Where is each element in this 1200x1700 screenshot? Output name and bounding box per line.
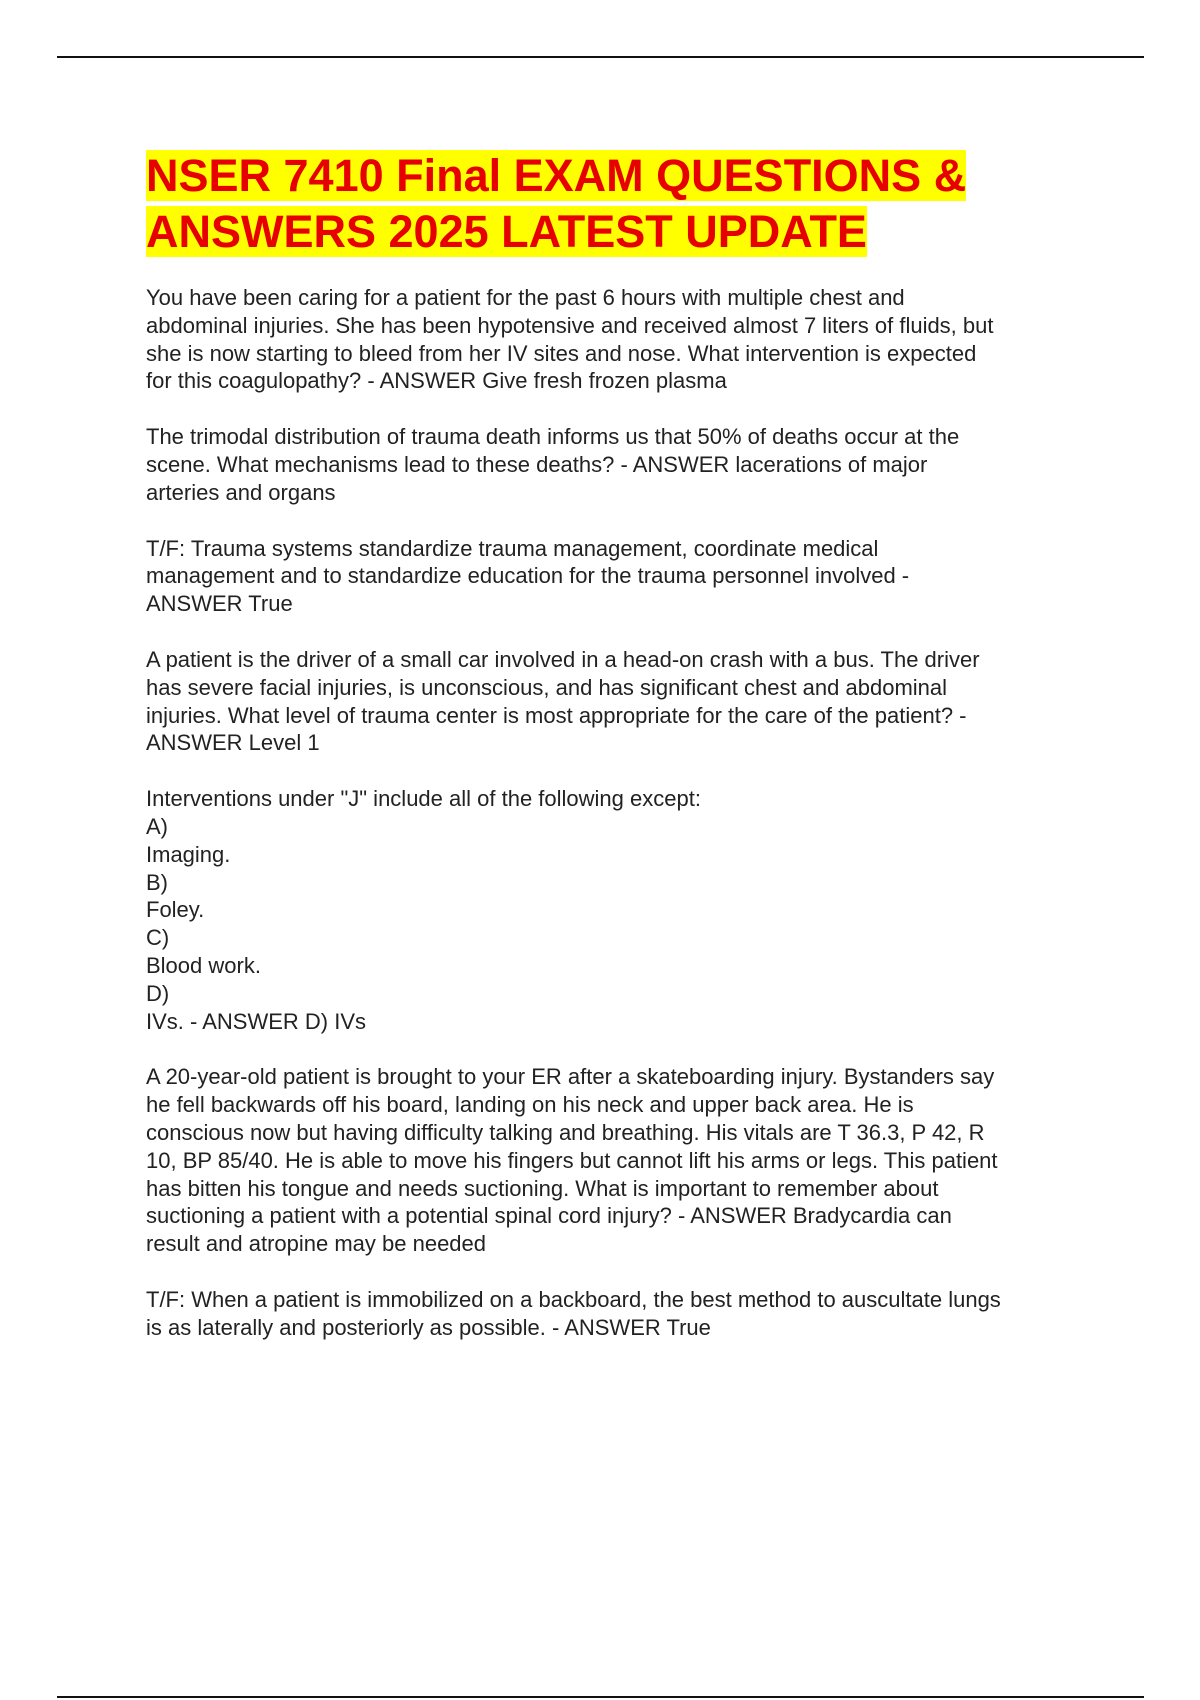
qa-line: A 20-year-old patient is brought to your ER after a skateboarding injury. Bystanders say: [146, 1064, 995, 1090]
qa-line: arteries and organs: [146, 479, 336, 505]
qa-list: [146, 284, 1096, 1342]
qa-line: scene. What mechanisms lead to these deaths? - ANSWER lacerations of major: [146, 451, 928, 477]
qa-line: management and to standardize education for the trauma personnel involved -: [146, 563, 910, 589]
qa-line: 10, BP 85/40. He is able to move his fingers but cannot lift his arms or legs. This patient: [146, 1147, 998, 1173]
qa-line: T/F: Trauma systems standardize trauma management, coordinate medical: [146, 535, 879, 561]
qa-line: Imaging.: [146, 841, 231, 867]
qa-line: ANSWER Level 1: [146, 730, 320, 756]
qa-item: [146, 1286, 1096, 1342]
qa-line: B): [146, 869, 168, 895]
qa-line: C): [146, 925, 170, 951]
document-body: [146, 148, 1096, 1370]
qa-line: is as laterally and posteriorly as possible. - ANSWER True: [146, 1314, 711, 1340]
title-line-1: NSER 7410 Final EXAM QUESTIONS &: [146, 150, 967, 201]
qa-line: Foley.: [146, 897, 205, 923]
qa-item: [146, 535, 1096, 618]
qa-line: Blood work.: [146, 952, 261, 978]
qa-line: suctioning a patient with a potential spinal cord injury? - ANSWER Bradycardia can: [146, 1203, 952, 1229]
qa-line: The trimodal distribution of trauma death informs us that 50% of deaths occur at the: [146, 424, 960, 450]
qa-item: [146, 646, 1096, 757]
qa-item: [146, 785, 1096, 1035]
qa-line: A patient is the driver of a small car involved in a head-on crash with a bus. The driver: [146, 646, 980, 672]
qa-line: ANSWER True: [146, 591, 293, 617]
qa-line: You have been caring for a patient for the past 6 hours with multiple chest and: [146, 285, 905, 310]
qa-line: conscious now but having difficulty talking and breathing. His vitals are T 36.3, P 42, R: [146, 1119, 985, 1145]
qa-item: [146, 1063, 1096, 1258]
title-line-2: ANSWERS 2025 LATEST UPDATE: [146, 206, 867, 257]
qa-line: has bitten his tongue and needs suctioning. What is important to remember about: [146, 1175, 939, 1201]
qa-line: has severe facial injuries, is unconscious, and has significant chest and abdominal: [146, 674, 948, 700]
qa-line: D): [146, 980, 170, 1006]
qa-line: A): [146, 813, 168, 839]
document-title: [146, 148, 1096, 260]
qa-line: she is now starting to bleed from her IV sites and nose. What intervention is expected: [146, 340, 977, 366]
qa-line: IVs. - ANSWER D) IVs: [146, 1008, 367, 1034]
qa-line: for this coagulopathy? - ANSWER Give fresh frozen plasma: [146, 368, 727, 394]
qa-line: abdominal injuries. She has been hypotensive and received almost 7 liters of fluids, but: [146, 312, 994, 338]
qa-item: [146, 423, 1096, 506]
qa-line: T/F: When a patient is immobilized on a backboard, the best method to auscultate lungs: [146, 1286, 1001, 1312]
footer-rule: [57, 1696, 1144, 1698]
qa-line: injuries. What level of trauma center is most appropriate for the care of the patient? -: [146, 702, 967, 728]
qa-line: result and atropine may be needed: [146, 1231, 487, 1257]
header-rule: [57, 56, 1144, 58]
qa-line: Interventions under "J" include all of the following except:: [146, 786, 701, 812]
qa-item: [146, 284, 1096, 395]
qa-line: he fell backwards off his board, landing on his neck and upper back area. He is: [146, 1092, 914, 1118]
